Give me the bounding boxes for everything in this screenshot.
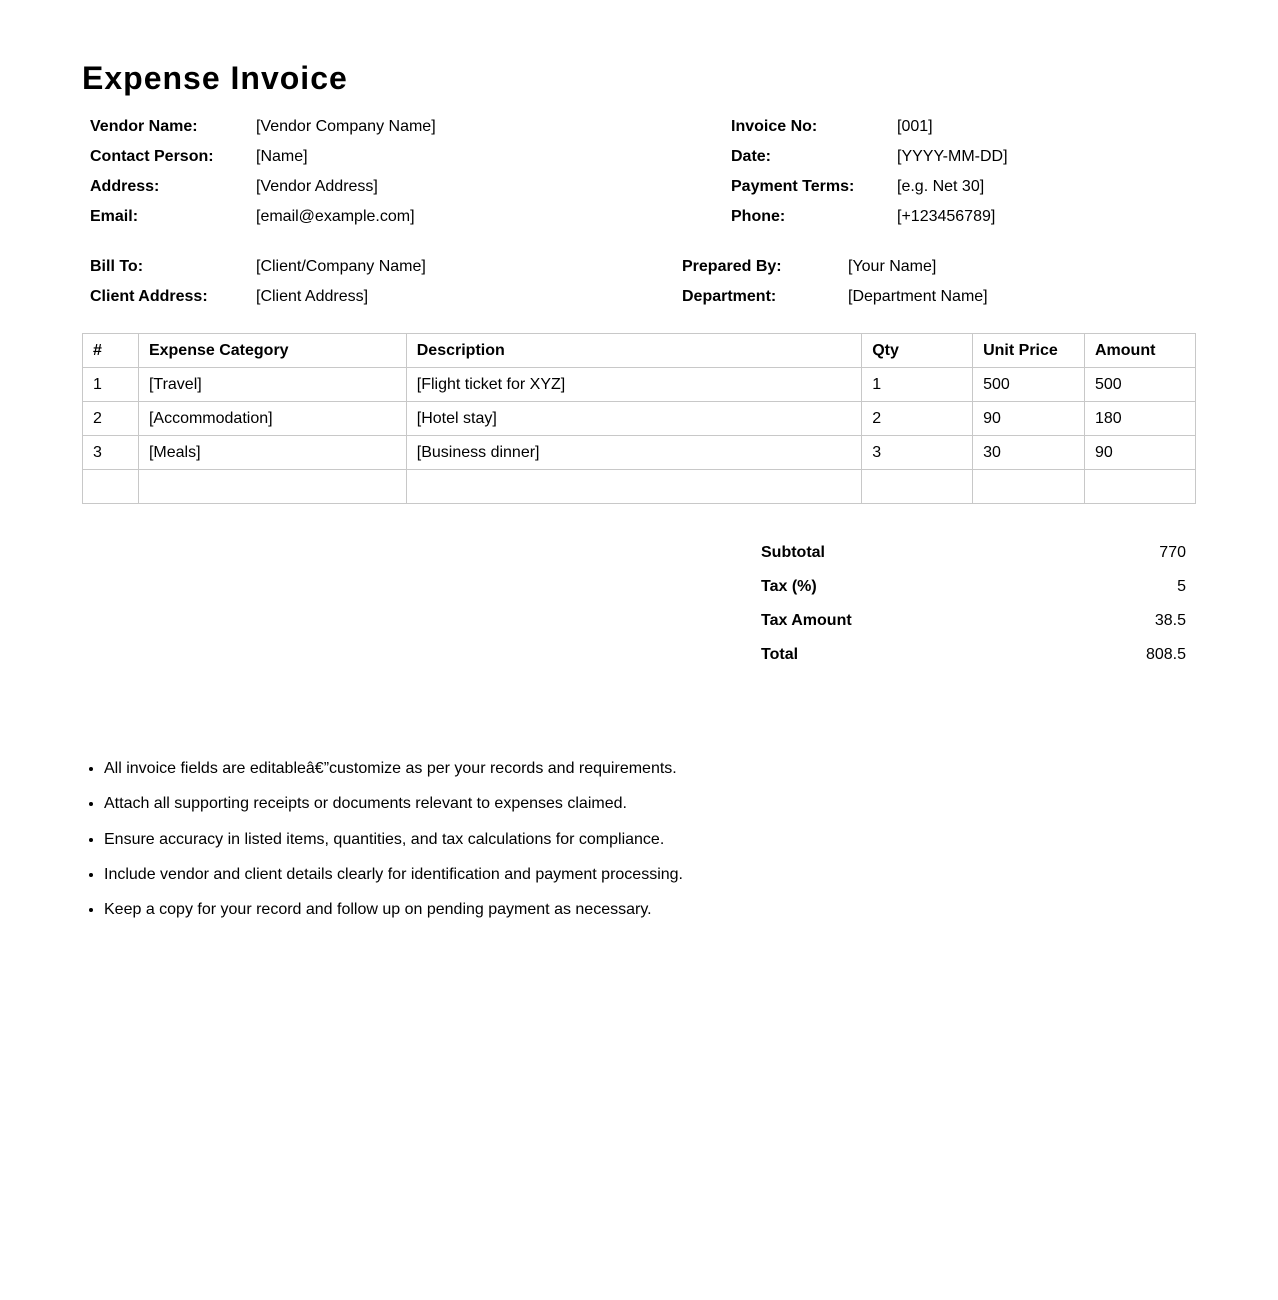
table-cell[interactable]: 1	[862, 368, 973, 402]
field-label: Department:	[682, 288, 777, 305]
table-cell[interactable]: 90	[1085, 436, 1196, 470]
field-label: Client Address:	[90, 288, 208, 305]
column-header-unit-price: Unit Price	[973, 334, 1085, 368]
field-value[interactable]: [e.g. Net 30]	[897, 178, 985, 195]
totals-label: Total	[761, 646, 799, 663]
table-cell[interactable]: 500	[973, 368, 1085, 402]
field-value[interactable]: [Client Address]	[256, 288, 369, 305]
table-cell[interactable]: 2	[862, 402, 973, 436]
table-cell[interactable]: 2	[83, 402, 139, 436]
address-row	[90, 172, 436, 202]
field-label: Bill To:	[90, 258, 144, 275]
payment-terms-row	[731, 172, 1008, 202]
table-cell[interactable]: [Meals]	[138, 436, 406, 470]
table-cell[interactable]: 1	[83, 368, 139, 402]
field-value[interactable]: [Vendor Address]	[256, 178, 378, 195]
list-item: • Attach all supporting receipts or documents relevant to expenses claimed.	[104, 786, 1218, 821]
field-value[interactable]: [Name]	[256, 148, 308, 165]
column-header-number: #	[83, 334, 139, 368]
field-value[interactable]: [001]	[897, 118, 933, 135]
table-cell[interactable]: 500	[1085, 368, 1196, 402]
table-cell[interactable]	[138, 470, 406, 504]
table-cell[interactable]	[862, 470, 973, 504]
field-value[interactable]: [email@example.com]	[256, 208, 415, 225]
totals-label: Tax (%)	[761, 578, 817, 595]
vendor-name-row	[90, 112, 436, 142]
notes-list	[82, 751, 1218, 927]
column-header-description: Description	[406, 334, 861, 368]
table-cell[interactable]: 180	[1085, 402, 1196, 436]
field-label: Date:	[731, 148, 772, 165]
totals-value[interactable]: 770	[1159, 544, 1186, 561]
table-cell[interactable]: 3	[83, 436, 139, 470]
invoice-no-row	[731, 112, 1008, 142]
table-row-empty	[83, 470, 1196, 504]
field-label: Prepared By:	[682, 258, 782, 275]
table-cell[interactable]: 90	[973, 402, 1085, 436]
page-title: Expense Invoice	[82, 60, 348, 96]
field-label: Invoice No:	[731, 118, 818, 135]
totals-label: Tax Amount	[761, 612, 852, 629]
date-row	[731, 142, 1008, 172]
vendor-info	[90, 112, 436, 232]
table-row	[83, 402, 1196, 436]
table-cell[interactable]	[1085, 470, 1196, 504]
tax-amount-row	[761, 604, 1186, 638]
field-label: Phone:	[731, 208, 786, 225]
field-label: Payment Terms:	[731, 178, 855, 195]
column-header-category: Expense Category	[138, 334, 406, 368]
table-cell[interactable]: [Accommodation]	[138, 402, 406, 436]
subtotal-row	[761, 536, 1186, 570]
list-item: • All invoice fields are editableâ€”customize as per your records and requirements.	[104, 751, 1218, 786]
table-cell[interactable]: 3	[862, 436, 973, 470]
totals-value[interactable]: 5	[1177, 578, 1186, 595]
list-item: • Keep a copy for your record and follow up on pending payment as necessary.	[104, 892, 1218, 927]
tax-percent-row	[761, 570, 1186, 604]
list-item: • Include vendor and client details clearly for identification and payment processing.	[104, 857, 1218, 892]
contact-person-row	[90, 142, 436, 172]
field-label: Email:	[90, 208, 139, 225]
totals-summary	[761, 536, 1186, 672]
table-header-row	[83, 334, 1196, 368]
client-address-row	[90, 282, 426, 312]
field-value[interactable]: [Vendor Company Name]	[256, 118, 436, 135]
field-value[interactable]: [Client/Company Name]	[256, 258, 426, 275]
table-cell[interactable]: [Hotel stay]	[406, 402, 861, 436]
expense-table	[82, 333, 1196, 504]
total-row	[761, 638, 1186, 672]
totals-value[interactable]: 38.5	[1154, 612, 1186, 629]
totals-value[interactable]: 808.5	[1145, 646, 1186, 663]
field-value[interactable]: [Department Name]	[848, 288, 988, 305]
email-row	[90, 202, 436, 232]
table-cell[interactable]: [Travel]	[138, 368, 406, 402]
table-cell[interactable]	[406, 470, 861, 504]
prepared-by-info	[682, 252, 988, 312]
field-label: Vendor Name:	[90, 118, 198, 135]
invoice-info	[731, 112, 1008, 232]
field-value[interactable]: [Your Name]	[848, 258, 937, 275]
department-row	[682, 282, 988, 312]
phone-row	[731, 202, 1008, 232]
table-cell[interactable]: 30	[973, 436, 1085, 470]
column-header-amount: Amount	[1085, 334, 1196, 368]
field-label: Address:	[90, 178, 160, 195]
table-cell[interactable]: [Flight ticket for XYZ]	[406, 368, 861, 402]
list-item: • Ensure accuracy in listed items, quantities, and tax calculations for compliance.	[104, 822, 1218, 857]
table-row	[83, 368, 1196, 402]
field-value[interactable]: [+123456789]	[897, 208, 996, 225]
table-cell[interactable]: [Business dinner]	[406, 436, 861, 470]
totals-label: Subtotal	[761, 544, 825, 561]
bill-to-info	[90, 252, 426, 312]
bill-to-row	[90, 252, 426, 282]
table-cell[interactable]	[83, 470, 139, 504]
field-value[interactable]: [YYYY-MM-DD]	[897, 148, 1008, 165]
field-label: Contact Person:	[90, 148, 214, 165]
prepared-by-row	[682, 252, 988, 282]
column-header-qty: Qty	[862, 334, 973, 368]
table-row	[83, 436, 1196, 470]
table-cell[interactable]	[973, 470, 1085, 504]
